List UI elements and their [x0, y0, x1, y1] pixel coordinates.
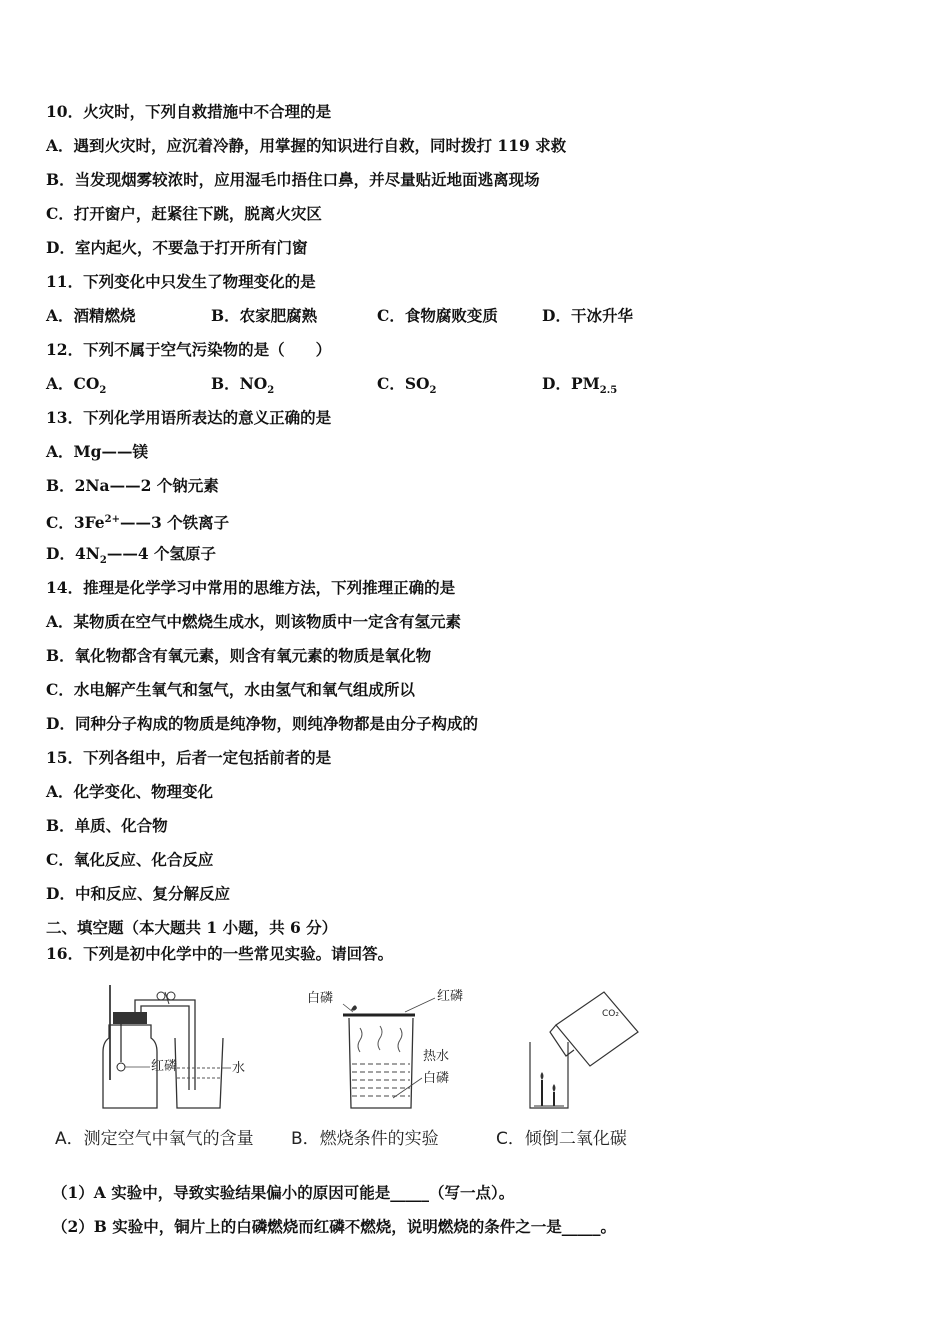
q13-c-sup: 2+	[104, 514, 120, 525]
q14-option-d: D．同种分子构成的物质是纯净物，则纯净物都是由分子构成的	[46, 714, 478, 733]
q16-sub2: （2）B 实验中，铜片上的白磷燃烧而红磷不燃烧，说明燃烧的条件之一是_____。	[52, 1217, 617, 1236]
q13-option-b: B．2Na——2 个钠元素	[46, 476, 219, 495]
q12-option-a	[46, 374, 106, 401]
q15-option-c: C．氧化反应、化合反应	[46, 850, 214, 869]
q16-stem: 16．下列是初中化学中的一些常见实验。请回答。	[46, 944, 394, 963]
q14-option-a: A．某物质在空气中燃烧生成水，则该物质中一定含有氢元素	[46, 612, 462, 631]
q12-stem: 12．下列不属于空气污染物的是（ ）	[46, 340, 332, 359]
q11-stem: 11．下列变化中只发生了物理变化的是	[46, 272, 316, 291]
figure-a-caption: A．测定空气中氧气的含量	[55, 1129, 254, 1149]
q12-c-text: C．SO	[377, 374, 430, 393]
q13-option-d	[46, 544, 216, 571]
figure-b-apparatus	[305, 980, 475, 1115]
figure-c-caption: C．倾倒二氧化碳	[496, 1129, 627, 1149]
figure-c-co2-label: CO₂	[602, 1009, 619, 1019]
q11-option-c: C．食物腐败变质	[377, 306, 498, 325]
q11-option-b: B．农家肥腐熟	[211, 306, 318, 325]
q11-option-a: A．酒精燃烧	[46, 306, 136, 325]
q13-stem: 13．下列化学用语所表达的意义正确的是	[46, 408, 332, 427]
q16-sub1: （1）A 实验中，导致实验结果偏小的原因可能是_____（写一点）。	[52, 1183, 515, 1202]
q12-c-sub: 2	[429, 385, 437, 397]
q12-b-sub: 2	[267, 385, 275, 397]
q11-option-d: D．干冰升华	[542, 306, 633, 325]
figure-b-hot-water-label: 热水	[423, 1049, 450, 1064]
figure-b-white-phosphorus-bottom-label: 白磷	[423, 1071, 450, 1086]
q13-d-text: D．4N	[46, 544, 100, 563]
q10-option-d: D．室内起火，不要急于打开所有门窗	[46, 238, 308, 257]
figure-c-apparatus	[520, 980, 650, 1115]
q13-d-suffix: ——4 个氢原子	[106, 544, 217, 563]
q10-option-a: A．遇到火灾时，应沉着冷静，用掌握的知识进行自救，同时拨打 119 求救	[46, 136, 567, 155]
figure-a-apparatus	[95, 980, 265, 1115]
q14-option-c: C．水电解产生氧气和氢气，水由氢气和氧气组成所以	[46, 680, 415, 699]
section-heading: 二、填空题（本大题共 1 小题，共 6 分）	[46, 918, 338, 937]
q14-option-b: B．氧化物都含有氧元素，则含有氧元素的物质是氧化物	[46, 646, 432, 665]
q15-stem: 15．下列各组中，后者一定包括前者的是	[46, 748, 332, 767]
q12-option-c	[377, 374, 437, 401]
q13-option-a: A．Mg——镁	[46, 442, 149, 461]
q10-option-c: C．打开窗户，赶紧往下跳，脱离火灾区	[46, 204, 322, 223]
q14-stem: 14．推理是化学学习中常用的思维方法，下列推理正确的是	[46, 578, 456, 597]
q12-a-sub: 2	[99, 385, 107, 397]
q10-stem: 10．火灾时，下列自救措施中不合理的是	[46, 102, 332, 121]
figure-b-white-phosphorus-label: 白磷	[307, 991, 334, 1006]
q13-c-suffix: ——3 个铁离子	[119, 513, 230, 533]
figure-b-red-phosphorus-label: 红磷	[437, 989, 464, 1004]
q12-d-sub: 2.5	[599, 385, 618, 397]
q12-d-text: D．PM	[542, 374, 600, 393]
q15-option-d: D．中和反应、复分解反应	[46, 884, 230, 903]
q12-option-b	[211, 374, 274, 401]
q15-option-a: A．化学变化、物理变化	[46, 782, 214, 801]
figure-a-water-label: 水	[232, 1061, 246, 1076]
q13-c-text: C．3Fe	[46, 513, 105, 533]
q12-option-d	[542, 374, 617, 401]
q10-option-b: B．当发现烟雾较浓时，应用湿毛巾捂住口鼻，并尽量贴近地面逃离现场	[46, 170, 540, 189]
q15-option-b: B．单质、化合物	[46, 816, 168, 835]
figure-a-red-phosphorus-label: 红磷	[151, 1059, 178, 1074]
q13-d-sub: 2	[99, 555, 107, 567]
q12-a-text: A．CO	[46, 374, 100, 393]
figure-b-caption: B．燃烧条件的实验	[291, 1129, 439, 1149]
q13-option-c	[46, 510, 229, 533]
q12-b-text: B．NO	[211, 374, 268, 393]
